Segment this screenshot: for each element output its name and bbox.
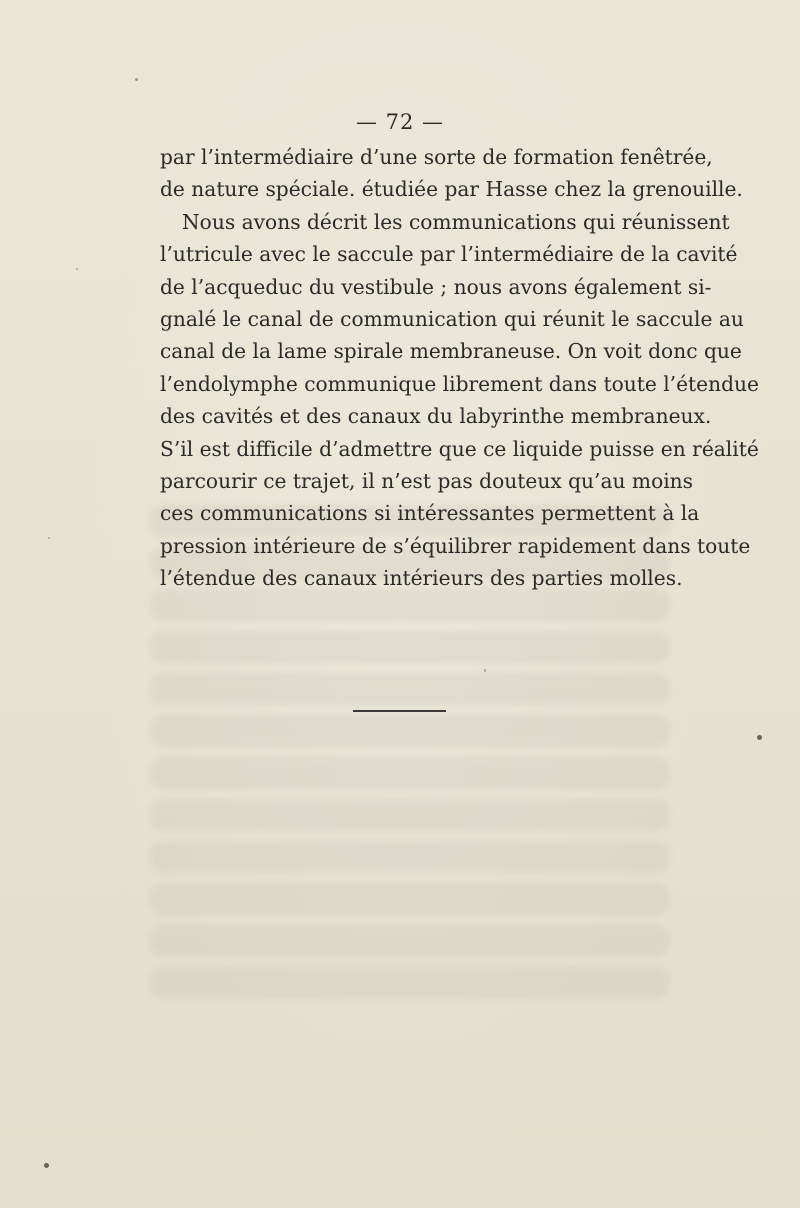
page-number: — 72 —	[355, 110, 445, 134]
text-line: l’étendue des canaux intérieurs des parties molles.	[160, 566, 683, 591]
paper-speck	[135, 78, 138, 81]
text-line: parcourir ce trajet, il n’est pas douteux qu’au moins	[160, 468, 694, 493]
text-line: de l’acqueduc du vestibule ; nous avons également si-	[160, 274, 712, 299]
text-line: pression intérieure de s’équilibrer rapidement dans toute	[160, 533, 751, 558]
paper-speck	[484, 669, 486, 672]
paper-speck	[757, 735, 762, 740]
paper-speck	[44, 1163, 49, 1168]
text-line: l’utricule avec le saccule par l’intermédiaire de la cavité	[160, 242, 738, 267]
text-line: l’endolymphe communique librement dans toute l’étendue	[160, 371, 759, 396]
text-line: ces communications si intéressantes permettent à la	[160, 501, 700, 526]
paper-speck	[76, 268, 78, 270]
text-line: de nature spéciale. étudiée par Hasse chez la grenouille.	[160, 177, 743, 202]
text-line: S’il est difficile d’admettre que ce liquide puisse en réalité	[160, 436, 759, 461]
text-line: canal de la lame spirale membraneuse. On voit donc que	[160, 339, 742, 364]
text-line: des cavités et des canaux du labyrinthe membraneux.	[160, 404, 712, 429]
text-line: par l’intermédiaire d’une sorte de formation fenêtrée,	[160, 145, 713, 169]
paragraph-block	[160, 141, 759, 594]
text-line: gnalé le canal de communication qui réunit le saccule au	[160, 306, 744, 331]
text-line: Nous avons décrit les communications qui réunissent	[182, 209, 730, 234]
paper-speck	[48, 537, 50, 539]
section-divider	[353, 710, 446, 712]
